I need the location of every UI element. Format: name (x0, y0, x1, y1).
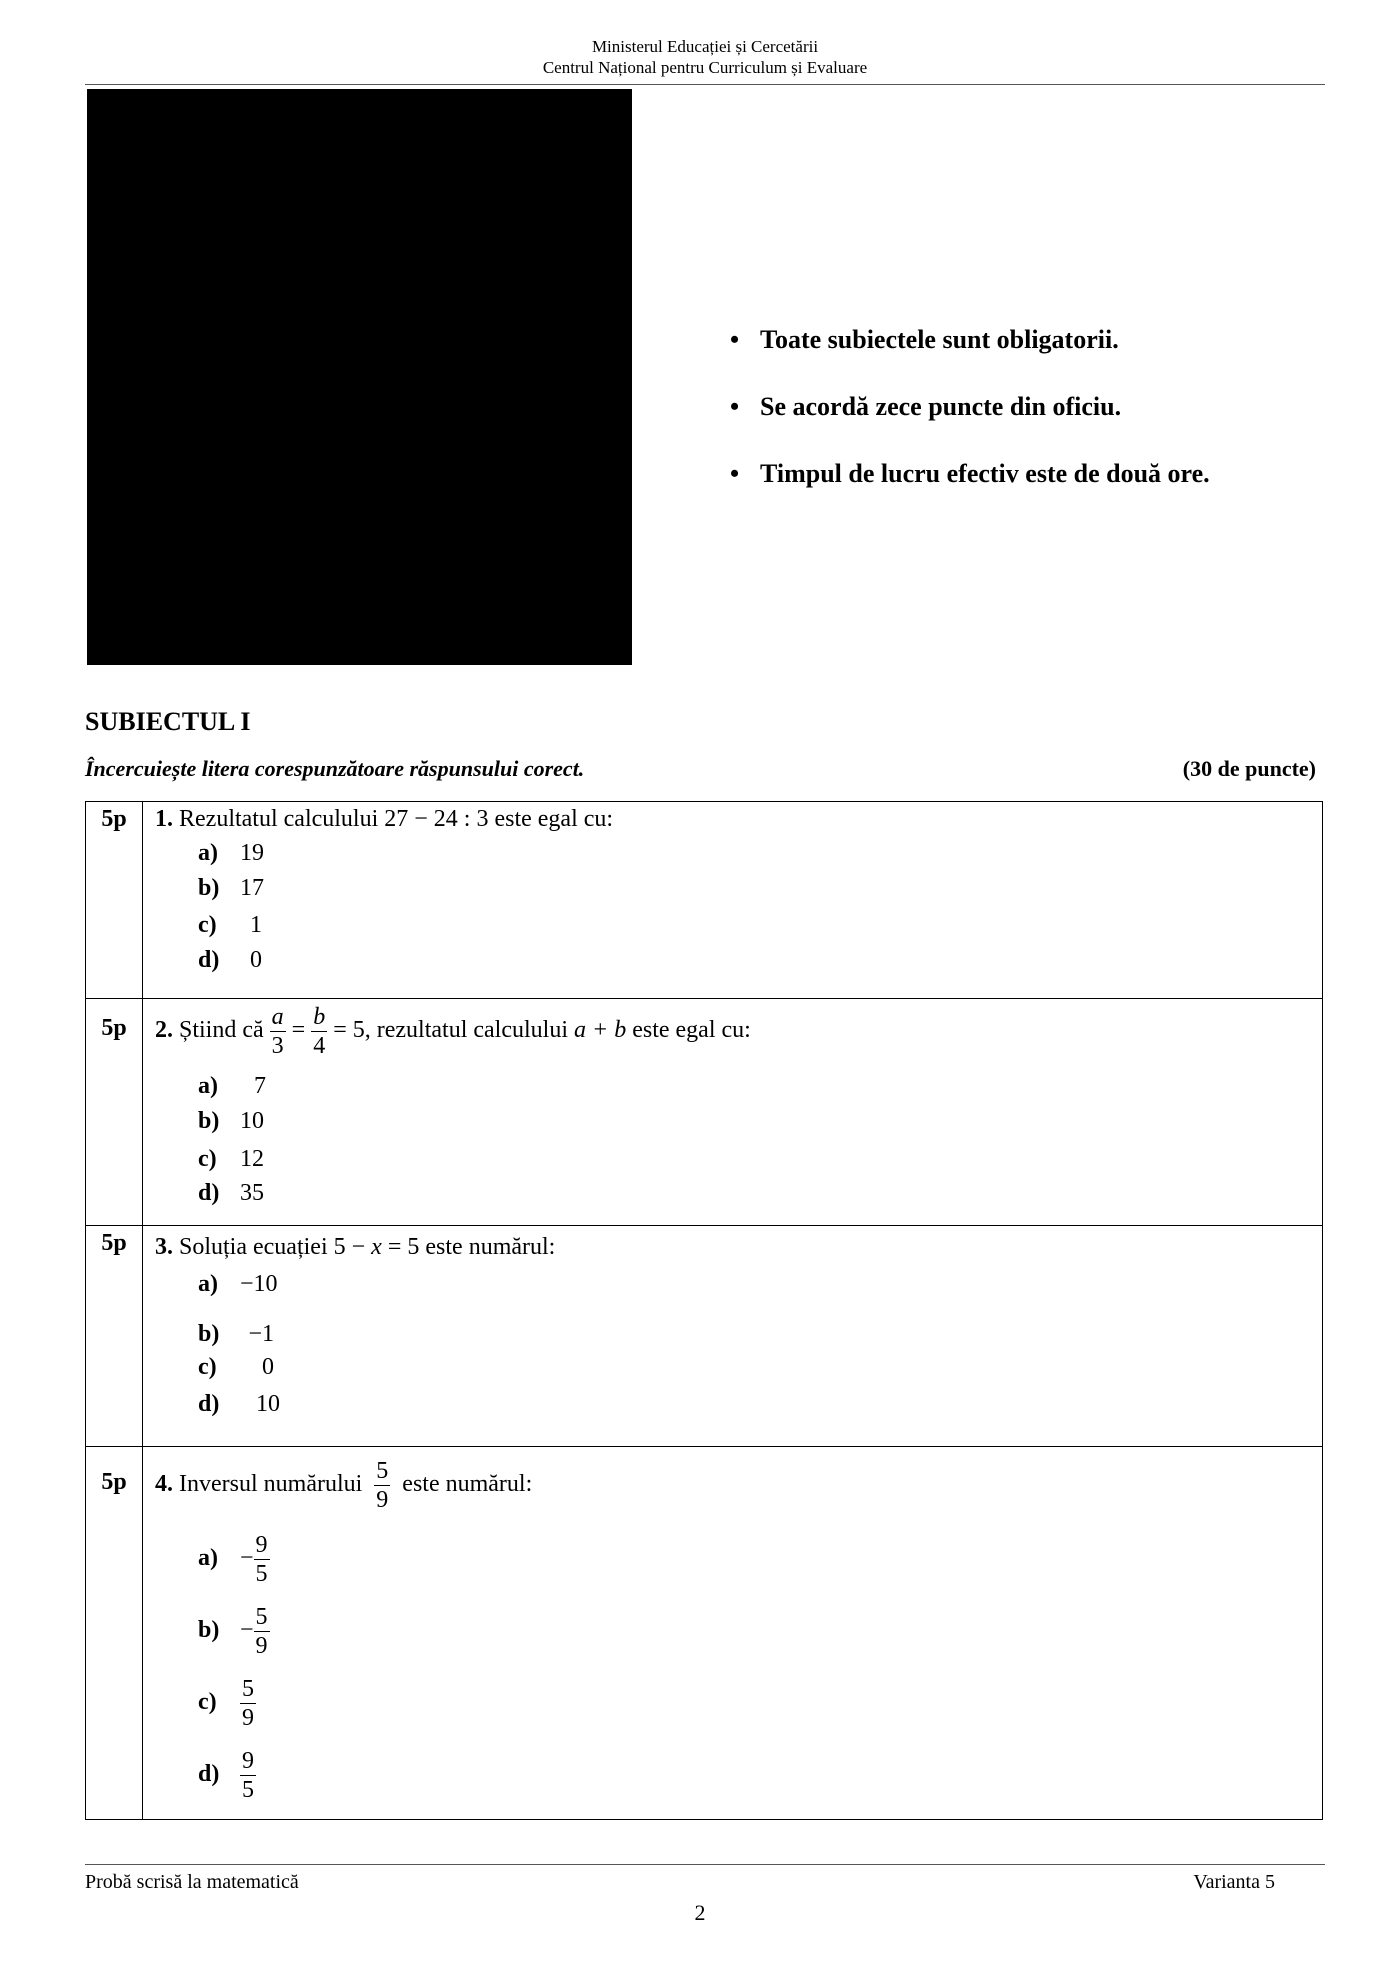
section-title: SUBIECTUL I (85, 707, 251, 736)
answer-option[interactable]: c) 0 (198, 1354, 274, 1380)
center-name: Centrul Național pentru Curriculum și Evaluare (542, 58, 868, 77)
answer-option[interactable]: d) 0 (198, 947, 262, 973)
question-points: 5p (86, 999, 143, 1226)
answer-option[interactable]: d) 10 (198, 1391, 280, 1417)
answer-option[interactable]: a) 19 (198, 840, 264, 866)
question-text: este numărul: (425, 1234, 556, 1260)
question-text: Știind că (179, 1017, 264, 1044)
math-expression: 5 − (333, 1234, 366, 1260)
question-content (143, 999, 1323, 1226)
question-stem (155, 806, 613, 833)
math-expression: a + b (574, 1017, 627, 1044)
question-row (86, 1447, 1323, 1820)
answer-option[interactable]: a) − $\frac{9}{5}$ (198, 1532, 268, 1587)
answer-option[interactable]: d) $\frac{9}{5}$ (198, 1748, 254, 1803)
math-expression: = 5 (387, 1234, 420, 1260)
question-number: 1. (155, 806, 173, 832)
question-row (86, 802, 1323, 999)
question-content (143, 1447, 1323, 1820)
question-stem (155, 1234, 555, 1261)
question-content (143, 802, 1323, 999)
question-number: 4. (155, 1471, 173, 1498)
math-expression: = 5 (333, 1017, 365, 1044)
answer-option[interactable]: a) −10 (198, 1271, 278, 1297)
question-text: este numărul: (402, 1471, 533, 1498)
answer-option[interactable]: a) 7 (198, 1073, 266, 1099)
question-text: Soluția ecuației (179, 1234, 328, 1260)
question-points: 5p (86, 1226, 143, 1447)
answer-option[interactable]: b) 10 (198, 1108, 264, 1134)
fraction: $\frac{5}{9}$ (376, 1458, 389, 1513)
rule-item: • Se acordă zece puncte din oficiu. (730, 387, 1210, 454)
questions-table (85, 801, 1323, 1820)
fraction: $\frac{b}{4}$ (313, 1004, 326, 1059)
section-points: (30 de puncte) (1182, 756, 1316, 781)
answer-option[interactable]: b) − $\frac{5}{9}$ (198, 1604, 268, 1659)
fraction: $\frac{5}{9}$ (255, 1604, 268, 1659)
document-header (85, 36, 1325, 78)
ministry-name: Ministerul Educației și Cercetării (591, 37, 819, 56)
question-number: 3. (155, 1234, 173, 1260)
question-text: este egal cu: (632, 1017, 751, 1044)
fraction: $\frac{5}{9}$ (242, 1676, 254, 1731)
section-instruction: Încercuiește litera corespunzătoare răspunsului corect. (85, 756, 585, 781)
question-text: , rezultatul calculului (364, 1017, 568, 1044)
equals-sign: = (291, 1017, 306, 1044)
answer-option[interactable]: c) 12 (198, 1146, 264, 1172)
rule-item: • Toate subiectele sunt obligatorii. (730, 320, 1210, 387)
page-number: 2 (694, 1900, 706, 1925)
question-points: 5p (86, 802, 143, 999)
math-variable: x (371, 1234, 382, 1260)
footer-rule (85, 1864, 1325, 1865)
answer-option[interactable]: c) $\frac{5}{9}$ (198, 1676, 254, 1731)
question-text: este egal cu: (494, 806, 614, 832)
fraction: $\frac{9}{5}$ (255, 1532, 268, 1587)
footer-exam-name: Probă scrisă la matematică (85, 1871, 299, 1893)
fraction: $\frac{a}{3}$ (271, 1004, 284, 1059)
rule-item: • Timpul de lucru efectiv este de două ore. (730, 454, 1210, 521)
footer-variant: Varianta 5 (1193, 1871, 1275, 1893)
question-content (143, 1226, 1323, 1447)
answer-option[interactable]: d) 35 (198, 1180, 264, 1206)
question-row (86, 999, 1323, 1226)
answer-option[interactable]: b) −1 (198, 1321, 274, 1347)
question-points: 5p (86, 1447, 143, 1820)
question-row (86, 1226, 1323, 1447)
answer-option[interactable]: b) 17 (198, 875, 264, 901)
exam-rules-list (730, 320, 1210, 521)
redacted-block (87, 89, 632, 665)
question-stem (155, 1457, 532, 1514)
answer-option[interactable]: c) 1 (198, 912, 262, 938)
question-number: 2. (155, 1017, 173, 1044)
question-text: Rezultatul calculului (179, 806, 379, 832)
math-expression: 27 − 24 : 3 (384, 806, 489, 832)
question-text: Inversul numărului (179, 1471, 363, 1498)
header-rule (85, 84, 1325, 85)
fraction: $\frac{9}{5}$ (242, 1748, 254, 1803)
question-stem (155, 1003, 751, 1060)
